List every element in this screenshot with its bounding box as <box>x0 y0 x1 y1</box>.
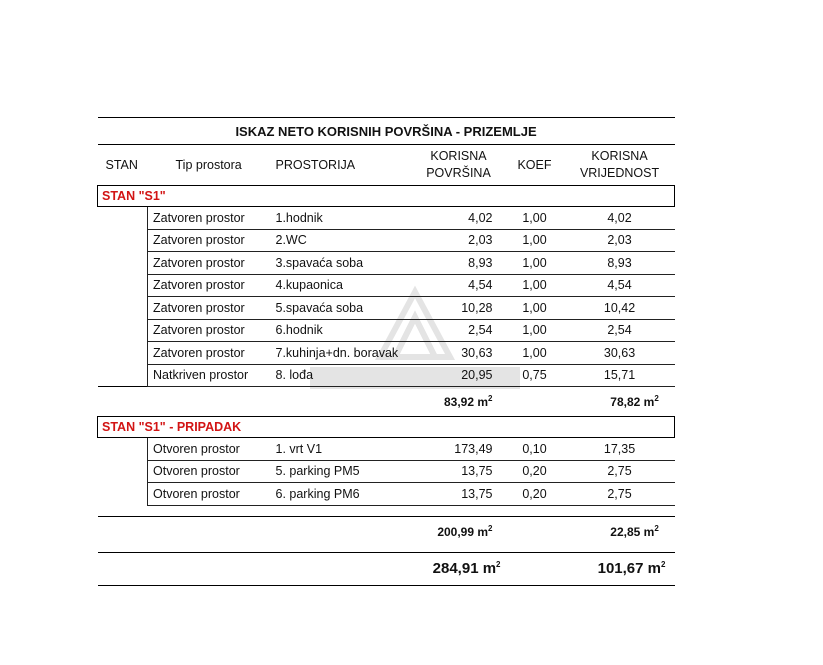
cell-prostorija: 7.kuhinja+dn. boravak <box>273 342 413 365</box>
cell-vrijednost: 30,63 <box>565 342 675 365</box>
cell-koef: 1,00 <box>505 319 565 342</box>
subtotal-row <box>98 516 675 546</box>
header-prostorija: PROSTORIJA <box>275 158 356 172</box>
cell-prostorija: 8. lođa <box>273 364 413 387</box>
cell-koef: 1,00 <box>505 274 565 297</box>
table-row <box>98 364 675 387</box>
section-header <box>98 186 675 207</box>
cell-povrsina: 10,28 <box>413 297 505 320</box>
cell-tip: Zatvoren prostor <box>148 297 273 320</box>
cell-tip: Zatvoren prostor <box>148 342 273 365</box>
total-vrijednost: 101,67 $m^2$ <box>565 552 675 585</box>
header-povrsina-l1: KORISNA <box>430 149 487 163</box>
cell-vrijednost: 2,75 <box>565 483 675 506</box>
table-row <box>98 460 675 483</box>
header-koef: KOEF <box>517 157 552 172</box>
table-row <box>98 483 675 506</box>
cell-prostorija: 1. vrt V1 <box>273 438 413 461</box>
cell-vrijednost: 2,75 <box>565 460 675 483</box>
area-statement <box>97 117 674 586</box>
cell-prostorija: 2.WC <box>273 229 413 252</box>
cell-vrijednost: 4,54 <box>565 274 675 297</box>
cell-tip: Otvoren prostor <box>148 438 273 461</box>
subtotal-povrsina: 83,92 $m^2$ <box>413 387 505 417</box>
table-row <box>98 207 675 230</box>
subtotal-povrsina: 200,99 $m^2$ <box>413 516 505 546</box>
cell-koef: 0,75 <box>505 364 565 387</box>
header-tip: Tip prostora <box>175 158 242 172</box>
header-povrsina <box>413 145 505 186</box>
cell-povrsina: 30,63 <box>413 342 505 365</box>
cell-tip: Natkriven prostor <box>148 364 273 387</box>
section-header <box>98 417 675 438</box>
cell-koef: 0,10 <box>505 438 565 461</box>
header-stan: STAN <box>105 158 138 172</box>
cell-povrsina: 173,49 <box>413 438 505 461</box>
cell-vrijednost: 15,71 <box>565 364 675 387</box>
grand-total-row <box>98 552 675 585</box>
table-title: ISKAZ NETO KORISNIH POVRŠINA - PRIZEMLJE <box>98 118 675 145</box>
subtotal-vrijednost: 78,82 $m^2$ <box>565 387 675 417</box>
subtotal-row <box>98 387 675 417</box>
table-row <box>98 274 675 297</box>
cell-prostorija: 1.hodnik <box>273 207 413 230</box>
header-vrijednost-l2: VRIJEDNOST <box>579 166 660 180</box>
table-row <box>98 297 675 320</box>
area-table <box>97 117 675 586</box>
cell-tip: Zatvoren prostor <box>148 229 273 252</box>
cell-prostorija: 5. parking PM5 <box>273 460 413 483</box>
cell-vrijednost: 2,54 <box>565 319 675 342</box>
section-title: STAN "S1" - PRIPADAK <box>98 417 675 438</box>
cell-tip: Zatvoren prostor <box>148 319 273 342</box>
cell-povrsina: 2,03 <box>413 229 505 252</box>
cell-tip: Otvoren prostor <box>148 483 273 506</box>
cell-koef: 1,00 <box>505 342 565 365</box>
table-row <box>98 342 675 365</box>
cell-povrsina: 4,02 <box>413 207 505 230</box>
table-title-row <box>98 118 675 145</box>
cell-vrijednost: 2,03 <box>565 229 675 252</box>
cell-prostorija: 4.kupaonica <box>273 274 413 297</box>
cell-povrsina: 13,75 <box>413 460 505 483</box>
table-row <box>98 229 675 252</box>
cell-tip: Zatvoren prostor <box>148 207 273 230</box>
cell-tip: Zatvoren prostor <box>148 252 273 275</box>
cell-koef: 1,00 <box>505 297 565 320</box>
cell-koef: 1,00 <box>505 252 565 275</box>
total-povrsina: 284,91 $m^2$ <box>413 552 505 585</box>
cell-vrijednost: 10,42 <box>565 297 675 320</box>
header-povrsina-l2: POVRŠINA <box>426 166 491 180</box>
cell-koef: 1,00 <box>505 229 565 252</box>
cell-povrsina: 4,54 <box>413 274 505 297</box>
cell-koef: 0,20 <box>505 460 565 483</box>
cell-povrsina: 8,93 <box>413 252 505 275</box>
table-row <box>98 319 675 342</box>
cell-povrsina: 2,54 <box>413 319 505 342</box>
cell-koef: 0,20 <box>505 483 565 506</box>
cell-koef: 1,00 <box>505 207 565 230</box>
table-row <box>98 252 675 275</box>
cell-povrsina: 13,75 <box>413 483 505 506</box>
subtotal-vrijednost: 22,85 $m^2$ <box>565 516 675 546</box>
cell-prostorija: 5.spavaća soba <box>273 297 413 320</box>
section-title: STAN "S1" <box>98 186 675 207</box>
cell-vrijednost: 17,35 <box>565 438 675 461</box>
cell-vrijednost: 8,93 <box>565 252 675 275</box>
header-row <box>98 145 675 186</box>
cell-prostorija: 6.hodnik <box>273 319 413 342</box>
spacer-row <box>98 505 675 516</box>
table-row <box>98 438 675 461</box>
cell-povrsina: 20,95 <box>413 364 505 387</box>
header-vrijednost <box>565 145 675 186</box>
header-vrijednost-l1: KORISNA <box>591 149 648 163</box>
cell-prostorija: 3.spavaća soba <box>273 252 413 275</box>
cell-tip: Zatvoren prostor <box>148 274 273 297</box>
cell-prostorija: 6. parking PM6 <box>273 483 413 506</box>
cell-tip: Otvoren prostor <box>148 460 273 483</box>
cell-vrijednost: 4,02 <box>565 207 675 230</box>
